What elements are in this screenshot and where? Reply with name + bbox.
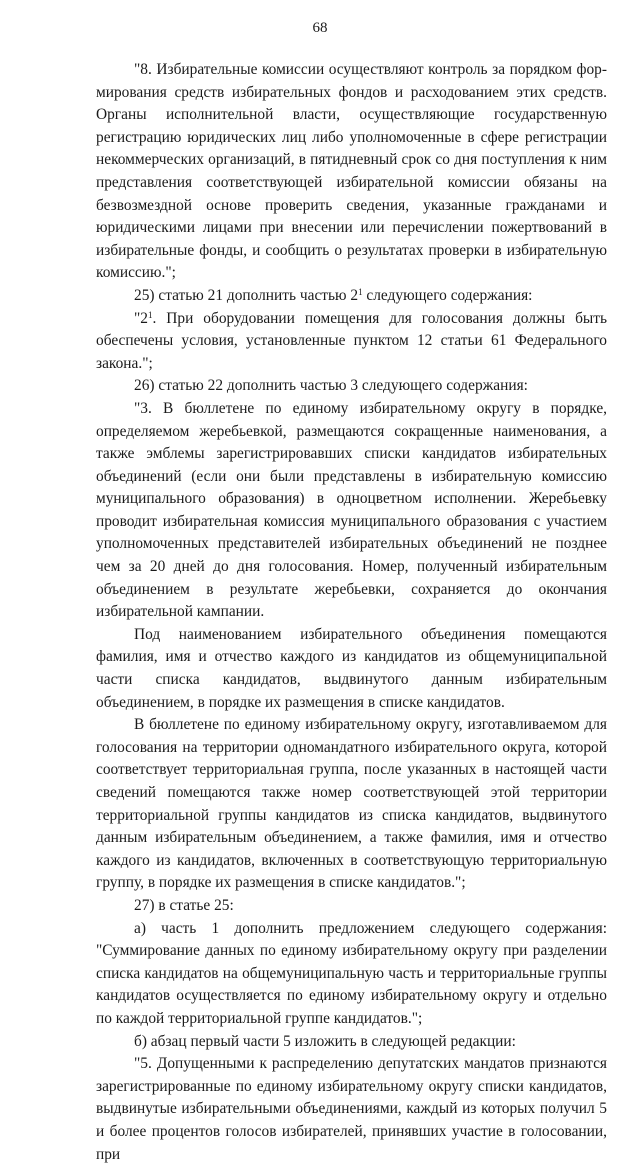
paragraph-part-5: "5. Допущенными к распределению депутатских мандатов признаются зарегистрированные по единому избирательному округу списки кандидатов, выдвинутые избирательными объединениями, каждый из которых получил 5 и более процентов голосов избирателей, принявших участие в голосовании, при: [96, 1055, 607, 1163]
superscript: 1: [147, 309, 153, 320]
page-number: 68: [312, 20, 328, 36]
paragraph-item-26: 26) статью 22 дополнить частью 3 следующего содержания:: [134, 377, 528, 395]
paragraph-item-25: 25) статью 21 дополнить частью $2^1$ следующего содержания:: [134, 286, 533, 304]
superscript: 1: [358, 286, 363, 297]
paragraph-part-3: "3. В бюллетене по единому избирательному округу в порядке, определяемом жеребьевкой, размещаются сокращенные наименования, а также эмблемы зарегистрировавших списки кандидатов избирательных объединений (если они были представлены в избирательную комиссию муниципального образования) в одноцветном исполнении. Жеребьевку проводит избирательная комиссия муниципального образования с участием уполномоченных представителей избирательных объединений не позднее чем за 20 дней до дня голосования. Номер, полученный избирательным объединением в результате жеребьевки, сохраняется до окончания избирательной кампании.: [96, 399, 607, 621]
paragraph-item-27: 27) в статье 25:: [134, 896, 234, 914]
paragraph-item-27a: а) часть 1 дополнить предложением следующего содержания: "Суммирование данных по единому избирательному округу при разделении списка кандидатов на общемуниципальную часть и территориальные группы кандидатов осуществляется по единому избирательному округу и отдельно по каждой территориальной группе кандидатов.";: [96, 919, 607, 1027]
document-body: [96, 59, 607, 1166]
paragraph-ballot-names: Под наименованием избирательного объединения помещаются фамилия, имя и отчество каждого из кандидатов из общемуниципальной части списка кандидатов, выдвинутого данным избирательным объединением, в порядке их размещения в списке кандидатов.: [96, 625, 607, 711]
paragraph-part-2-1: "$2^1$. При оборудовании помещения для голосования должны быть обеспечены условия, установленные пунктом 12 статьи 61 Федерального закона.";: [96, 309, 607, 372]
paragraph-item-27b: б) абзац первый части 5 изложить в следующей редакции:: [134, 1032, 516, 1050]
paragraph-ballot-territorial: В бюллетене по единому избирательному округу, изготавливаемом для голосования на территории одномандатного избирательного округа, которой соответствует территориальная группа, после указанных в настоящей части сведений помещаются также номер соответствующей этой территории территориальной группы кандидатов из списка кандидатов, выдвинутого данным избирательным объединением, а также фамилия, имя и отчество каждого из кандидатов, включенных в соответствующую территориальную группу, в порядке их размещения в списке кандидатов.";: [96, 716, 607, 892]
paragraph-item-8: "8. Избирательные комиссии осуществляют контроль за порядком формирования средств избирательных фондов и расходованием этих средств. Органы исполнительной власти, осуществляющие государственную регистрацию юридических лиц либо уполномоченные в сфере регистрации некоммерческих организаций, в пятидневный срок со дня поступления к ним представления соответствующей избирательной комиссии обязаны на безвозмездной основе проверить сведения, указанные гражданами и юридическими лицами при внесении или перечислении пожертвований в избирательные фонды, и сообщить о результатах проверки в избирательную комиссию.";: [96, 61, 607, 282]
